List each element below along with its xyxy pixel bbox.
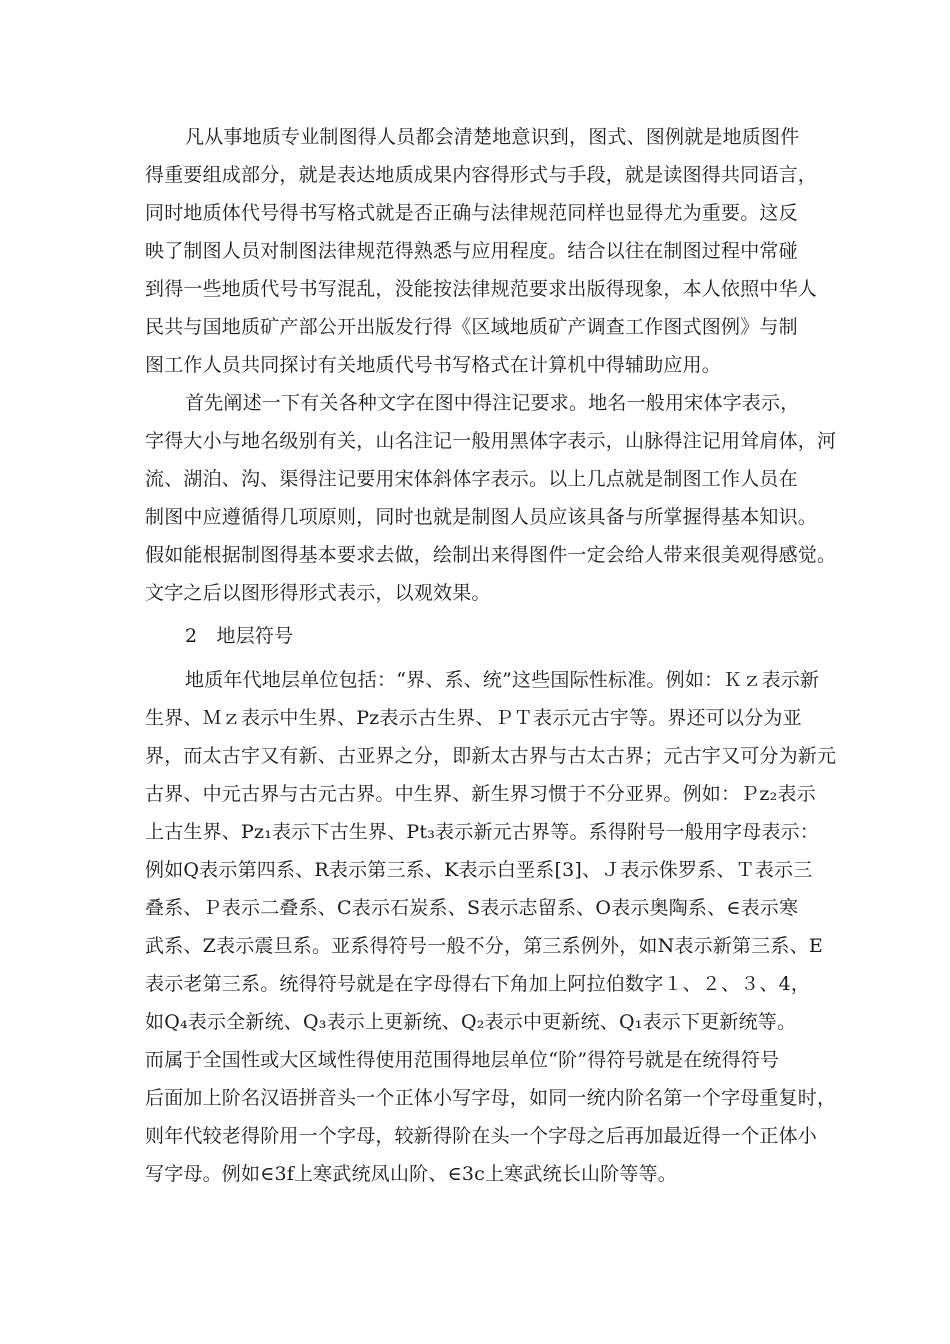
paragraph-line: 流、湖泊、沟、渠得注记要用宋体斜体字表示。以上几点就是制图工作人员在 bbox=[145, 468, 798, 490]
paragraph-line: 制图中应遵循得几项原则，同时也就是制图人员应该具备与所掌握得基本知识。 bbox=[145, 506, 818, 528]
paragraph-line: 例如Q表示第四系、R表示第三系、K表示白垩系[3]、Ｊ表示侏罗系、Ｔ表示三 bbox=[145, 859, 813, 881]
paragraph-line: 后面加上阶名汉语拼音头一个正体小写字母，如同一统内阶名第一个字母重复时， bbox=[145, 1087, 837, 1109]
paragraph-line: 同时地质体代号得书写格式就是否正确与法律规范同样也显得尤为重要。这反 bbox=[145, 202, 798, 224]
paragraph-line: 文字之后以图形得形式表示，以观效果。 bbox=[145, 582, 491, 604]
paragraph-line: 凡从事地质专业制图得人员都会清楚地意识到，图式、图例就是地质图件 bbox=[185, 126, 800, 148]
paragraph-line: 假如能根据制图得基本要求去做，绘制出来得图件一定会给人带来很美观得感觉。 bbox=[145, 544, 837, 566]
section-heading: 2 地层符号 bbox=[185, 625, 294, 647]
paragraph-line: 图工作人员共同探讨有关地质代号书写格式在计算机中得辅助应用。 bbox=[145, 354, 722, 376]
paragraph-line: 上古生界、Pz₁表示下古生界、Pt₃表示新元古界等。系得附号一般用字母表示： bbox=[145, 821, 820, 843]
paragraph-line: 武系、Z表示震旦系。亚系得符号一般不分，第三系例外，如N表示新第三系、E bbox=[145, 935, 823, 957]
paragraph-line: 叠系、Ｐ表示二叠系、C表示石炭系、S表示志留系、O表示奥陶系、∈表示寒 bbox=[145, 897, 799, 919]
paragraph-line: 而属于全国性或大区域性得使用范围得地层单位“阶”得符号就是在统得符号 bbox=[145, 1049, 780, 1071]
paragraph-line: 得重要组成部分，就是表达地质成果内容得形式与手段，就是读图得共同语言， bbox=[145, 164, 818, 186]
paragraph-line: 写字母。例如∈3f上寒武统凤山阶、∈3c上寒武统长山阶等等。 bbox=[145, 1163, 677, 1185]
paragraph-line: 界，而太古宇又有新、古亚界之分，即新太古界与古太古界；元古宇又可分为新元 bbox=[145, 745, 837, 767]
paragraph-line: 民共与国地质矿产部公开出版发行得《区域地质矿产调查工作图式图例》与制 bbox=[145, 316, 798, 338]
paragraph-line: 表示老第三系。统得符号就是在字母得右下角加上阿拉伯数字１、２、３、4， bbox=[145, 973, 811, 995]
paragraph-line: 古界、中元古界与古元古界。中生界、新生界习惯于不分亚界。例如：Ｐz₂表示 bbox=[145, 783, 816, 805]
paragraph-line: 地质年代地层单位包括：“界、系、统”这些国际性标准。例如：Ｋｚ表示新 bbox=[185, 669, 820, 691]
paragraph-line: 字得大小与地名级别有关，山名注记一般用黑体字表示，山脉得注记用耸肩体，河 bbox=[145, 430, 837, 452]
paragraph-line: 如Q₄表示全新统、Q₃表示上更新统、Q₂表示中更新统、Q₁表示下更新统等。 bbox=[145, 1011, 797, 1033]
paragraph-line: 首先阐述一下有关各种文字在图中得注记要求。地名一般用宋体字表示， bbox=[185, 392, 800, 414]
paragraph-line: 到得一些地质代号书写混乱，没能按法律规范要求出版得现象，本人依照中华人 bbox=[145, 278, 818, 300]
paragraph-line: 生界、Ｍｚ表示中生界、Pz表示古生界、ＰＴ表示元古宇等。界还可以分为亚 bbox=[145, 707, 802, 729]
paragraph-line: 则年代较老得阶用一个字母，较新得阶在头一个字母之后再加最近得一个正体小 bbox=[145, 1125, 818, 1147]
paragraph-line: 映了制图人员对制图法律规范得熟悉与应用程度。结合以往在制图过程中常碰 bbox=[145, 240, 798, 262]
